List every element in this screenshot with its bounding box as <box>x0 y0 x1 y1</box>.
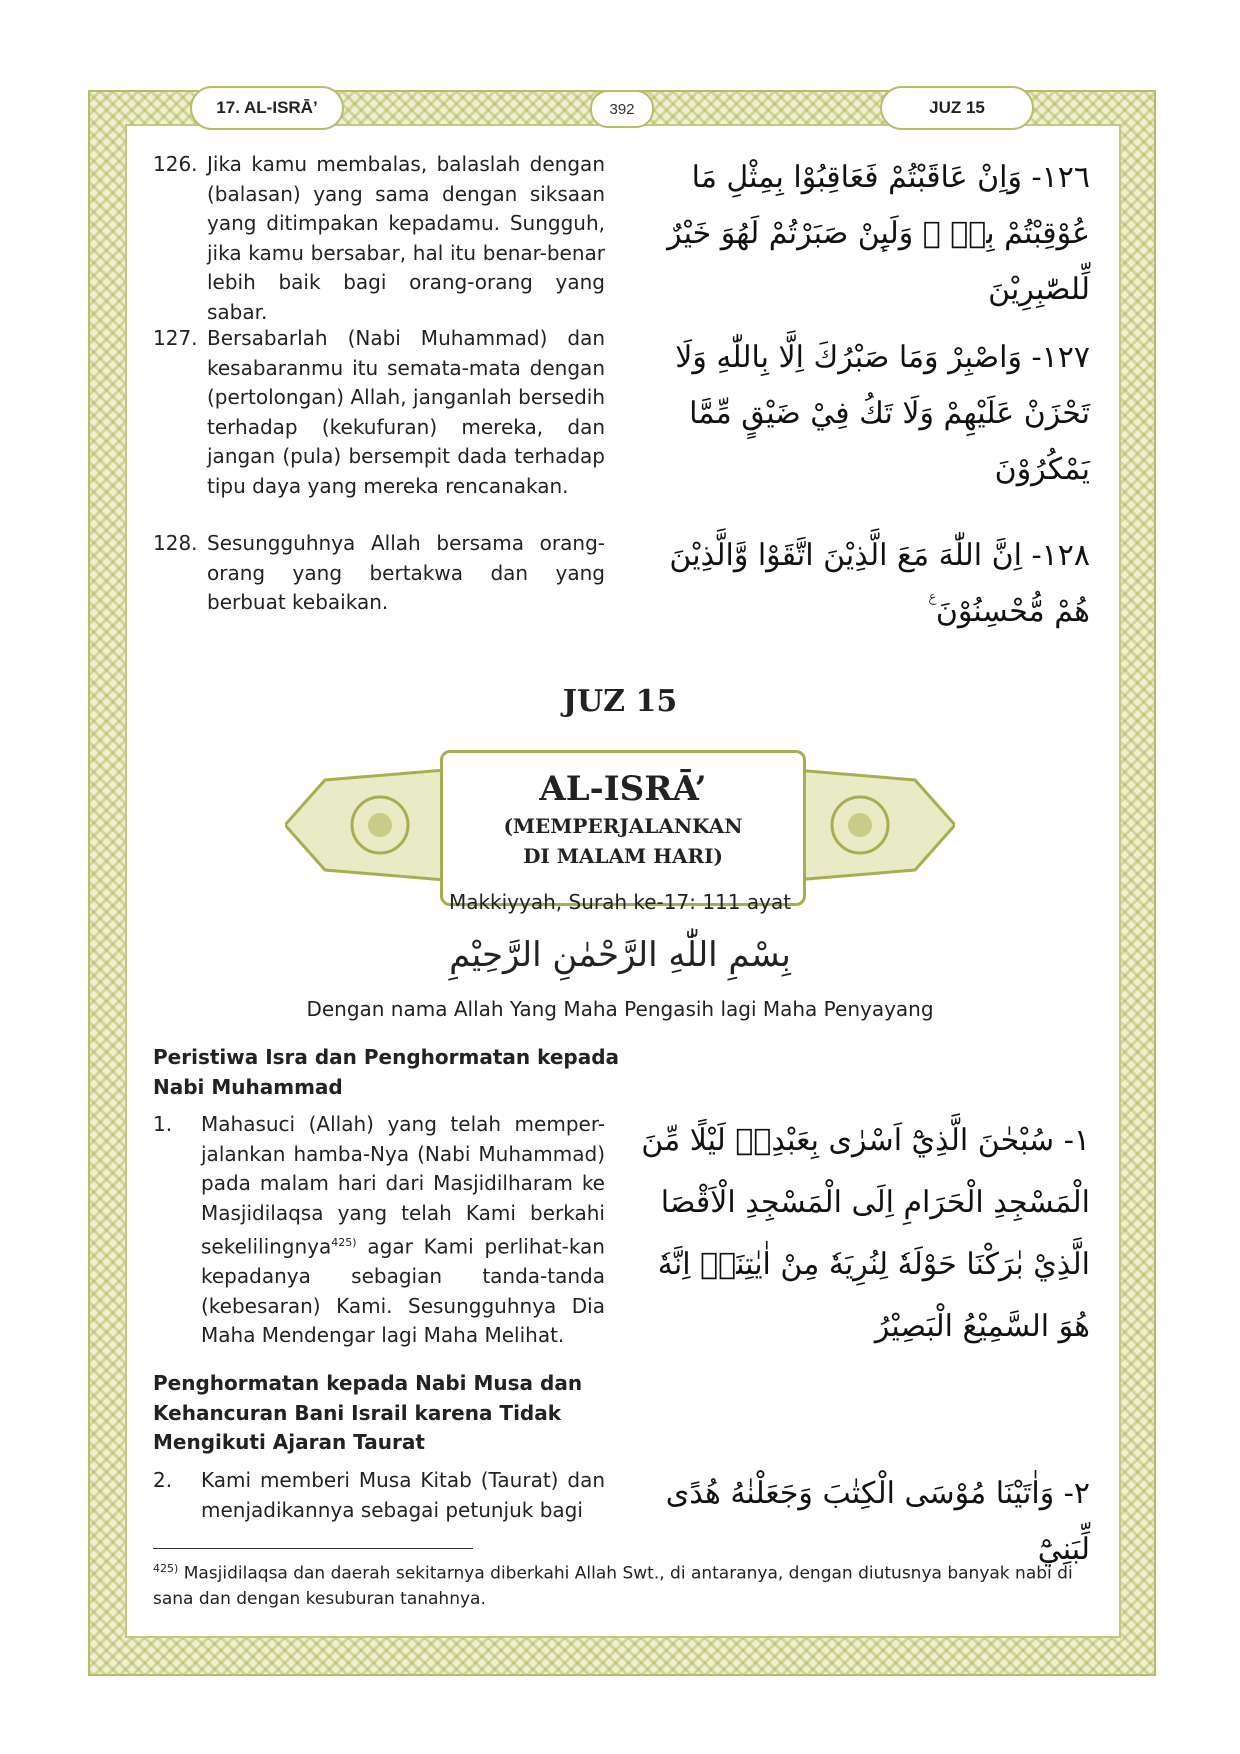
surah-subtitle-2: DI MALAM HARI) <box>523 844 723 868</box>
surah-name: AL-ISRĀ’ <box>539 769 707 809</box>
heading-2-line-1: Penghormatan kepada Nabi Musa dan <box>153 1371 583 1395</box>
heading-2-line-2: Kehancuran Bani Israil karena Tidak <box>153 1400 562 1425</box>
footnote-rule <box>153 1548 473 1549</box>
verse-127-number: 127. <box>153 326 198 350</box>
surah-info: Makkiyyah, Surah ke-17: 111 ayat <box>448 890 792 914</box>
page-number: 392 <box>590 90 654 128</box>
verse-126-arabic: ١٢٦- وَاِنْ عَاقَبْتُمْ فَعَاقِبُوْا بِمِثْلِ مَا عُوْقِبْتُمْ بِهٖ ۗ وَلَىِٕنْ صَبَرْتُمْ لَهُوَ خَيْرٌ لِّلصّٰبِرِيْنَ <box>667 160 1090 307</box>
surah-banner <box>285 750 955 900</box>
verse-128-number: 128. <box>153 531 198 555</box>
section-heading-2 <box>153 1369 582 1458</box>
verse-128-translation: Sesungguhnya Allah bersama orang-orang yang bertakwa dan yang berbuat kebaikan. <box>207 531 605 614</box>
bismillah-arabic: بِسْمِ اللّٰهِ الرَّحْمٰنِ الرَّحِيْمِ <box>449 935 791 975</box>
verse-2-translation: Kami memberi Musa Kitab (Taurat) dan menjadikannya sebagai petunjuk bagi <box>201 1468 605 1522</box>
verse-1-text-a: Mahasuci (Allah) yang telah memper-jalankan hamba-Nya (Nabi Muhammad) pada malam hari dari Masjidilharam ke Masjidilaqsa yang telah Kami berkahi sekelilingnya <box>201 1112 605 1259</box>
heading-1-line-2: Nabi Muhammad <box>153 1074 343 1099</box>
verse-126-translation: Jika kamu membalas, balaslah dengan (balasan) yang sama dengan siksaan yang ditimpakan kepadamu. Sungguh, jika kamu bersabar, hal itu benar-benar lebih baik bagi orang-orang yang sabar. <box>207 152 605 324</box>
juz-title: JUZ 15 <box>562 684 678 719</box>
verse-1-translation <box>201 1110 605 1351</box>
heading-2-line-3: Mengikuti Ajaran Taurat <box>153 1430 425 1454</box>
banner-title-box <box>440 750 806 906</box>
footnote-ref-425[interactable]: 425) <box>331 1236 357 1249</box>
bismillah-translation: Dengan nama Allah Yang Maha Pengasih lagi Maha Penyayang <box>306 997 934 1021</box>
verse-127-translation: Bersabarlah (Nabi Muhammad) dan kesabaranmu itu semata-mata dengan (pertolongan) Allah, janganlah bersedih terhadap (kekufuran) mereka, dan jangan (pula) bersempit dada terhadap tipu daya yang mereka rencanakan. <box>207 326 605 498</box>
header-surah: 17. AL-ISRĀ’ <box>190 86 344 130</box>
footnote-text: Masjidilaqsa dan daerah sekitarnya diberkahi Allah Swt., di antaranya, dengan diutusnya banyak nabi di sana dan dengan kesuburan tanahnya. <box>153 1563 1073 1609</box>
verse-2-number: 2. <box>153 1468 173 1492</box>
verse-128-arabic: ١٢٨- اِنَّ اللّٰهَ مَعَ الَّذِيْنَ اتَّقَوْا وَّالَّذِيْنَ هُمْ مُّحْسِنُوْنَ ࣖ <box>669 538 1090 629</box>
surah-subtitle-1: (MEMPERJALANKAN <box>503 814 743 838</box>
heading-1-line-1: Peristiwa Isra dan Penghormatan kepada <box>153 1045 620 1069</box>
verse-1-number: 1. <box>153 1112 173 1136</box>
verse-1-arabic: ١- سُبْحٰنَ الَّذِيْٓ اَسْرٰى بِعَبْدِهٖ لَيْلًا مِّنَ الْمَسْجِدِ الْحَرَامِ اِلَى الْمَسْجِدِ الْاَقْصَا الَّذِيْ بٰرَكْنَا حَوْلَهٗ لِنُرِيَهٗ مِنْ اٰيٰتِنَاۗ اِنَّهٗ هُوَ السَّمِيْعُ الْبَصِيْرُ <box>641 1123 1090 1344</box>
verse-2-arabic: ٢- وَاٰتَيْنَا مُوْسَى الْكِتٰبَ وَجَعَلْنٰهُ هُدًى لِّبَنِيْٓ <box>665 1476 1090 1567</box>
footnote-mark: 425) <box>153 1562 179 1575</box>
verse-127-arabic: ١٢٧- وَاصْبِرْ وَمَا صَبْرُكَ اِلَّا بِاللّٰهِ وَلَا تَحْزَنْ عَلَيْهِمْ وَلَا تَكُ فِيْ ضَيْقٍ مِّمَّا يَمْكُرُوْنَ <box>675 340 1090 487</box>
verse-1-text-b: agar Kami perlihat-kan kepadanya sebagian tanda-tanda (kebesaran) Kami. Sesungguhnya Dia Maha Mendengar lagi Maha Melihat. <box>201 1234 605 1348</box>
verse-126-number: 126. <box>153 152 198 176</box>
header-juz: JUZ 15 <box>880 86 1034 130</box>
footnote <box>153 1556 1093 1612</box>
section-heading-1 <box>153 1043 619 1102</box>
